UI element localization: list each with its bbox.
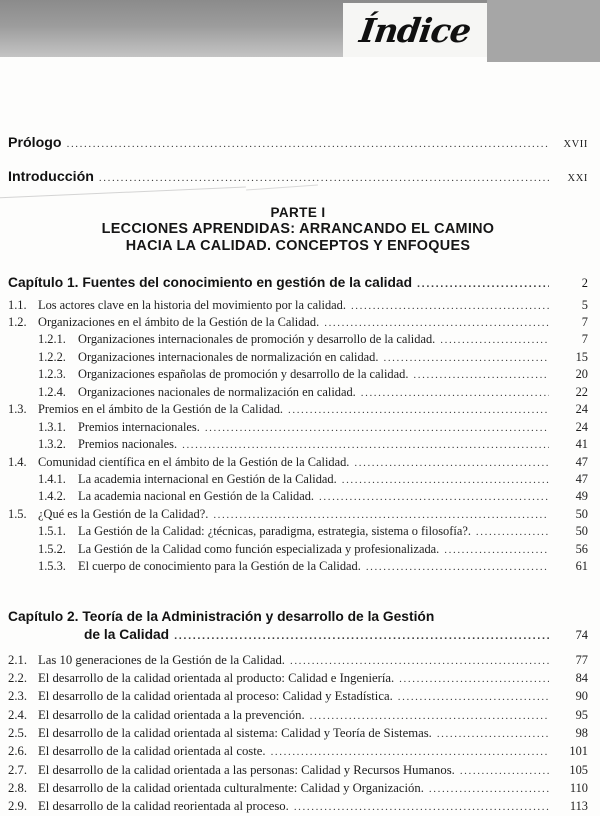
toc-entry <box>8 670 588 688</box>
dot-leader <box>294 798 549 816</box>
entry-number: 2.6. <box>8 744 28 759</box>
toc-entry <box>8 523 588 540</box>
entry-text: El desarrollo de la calidad orientada culturalmente: Calidad y Organización. <box>38 780 424 795</box>
page-number: 110 <box>569 780 588 795</box>
dot-leader <box>213 506 549 523</box>
entry-number: 1.4.2. <box>38 489 66 504</box>
entry-text: Organizaciones internacionales de promoción y desarrollo de la calidad. <box>78 332 436 347</box>
page-number: XVII <box>563 139 588 150</box>
page-number: 50 <box>575 524 588 539</box>
toc-entry <box>8 488 588 505</box>
page-number: 5 <box>581 297 588 312</box>
page-number: 95 <box>575 707 588 722</box>
entry-number: 1.4.1. <box>38 472 66 487</box>
page-number: 56 <box>575 541 588 556</box>
entry-text: Las 10 generaciones de la Gestión de la Calidad. <box>38 652 285 667</box>
dot-leader <box>398 688 549 706</box>
toc-entry <box>8 436 588 453</box>
dot-leader <box>361 384 549 401</box>
toc-entry <box>8 780 588 798</box>
dot-leader <box>271 743 549 761</box>
dot-leader <box>319 488 549 505</box>
dot-leader <box>99 168 549 187</box>
entry-text: El desarrollo de la calidad reorientada al proceso. <box>38 799 289 814</box>
toc-entry <box>8 743 588 761</box>
dot-leader <box>413 366 549 383</box>
entry-text: El desarrollo de la calidad orientada al producto: Calidad e Ingeniería. <box>38 671 395 686</box>
dot-leader <box>417 274 549 294</box>
entry-number: 1.5.2. <box>38 541 66 556</box>
dot-leader <box>205 419 549 436</box>
toc-entry <box>8 331 588 348</box>
toc-entry <box>8 725 588 743</box>
page-number: 101 <box>569 744 588 759</box>
page-number: 49 <box>575 489 588 504</box>
entry-text: ¿Qué es la Gestión de la Calidad?. <box>38 506 209 521</box>
chapter-heading <box>8 274 588 294</box>
entry-text: El desarrollo de la calidad orientada al coste. <box>38 744 266 759</box>
page-number: 24 <box>575 419 588 434</box>
page-number: XXI <box>567 173 588 184</box>
front-matter-row <box>8 134 588 154</box>
toc-entry <box>8 314 588 331</box>
page-number: 2 <box>581 276 588 290</box>
page-number: 113 <box>569 799 588 814</box>
dot-leader <box>310 707 549 725</box>
entry-text: Comunidad científica en el ámbito de la Gestión de la Calidad. <box>38 454 350 469</box>
entry-text: Organizaciones españolas de promoción y desarrollo de la calidad. <box>78 367 409 382</box>
dot-leader <box>354 454 549 471</box>
toc-entry <box>8 349 588 366</box>
dot-leader <box>351 297 549 314</box>
chapter-entries <box>8 297 588 576</box>
toc-entry <box>8 471 588 488</box>
entry-number: 2.2. <box>8 671 28 686</box>
dot-leader <box>324 314 549 331</box>
page-number: 47 <box>575 454 588 469</box>
dot-leader <box>174 626 549 646</box>
part-label: PARTE I <box>270 205 326 220</box>
toc-entry <box>8 454 588 471</box>
toc-entry <box>8 366 588 383</box>
page-title: Índice <box>357 10 473 50</box>
page-number: 41 <box>575 437 588 452</box>
entry-text: Organizaciones en el ámbito de la Gestión de la Calidad. <box>38 314 320 329</box>
dot-leader <box>444 541 549 558</box>
toc-entry <box>8 558 588 575</box>
toc-entry <box>8 541 588 558</box>
dot-leader <box>67 134 549 153</box>
entry-number: 1.2. <box>8 314 27 329</box>
dot-leader <box>440 331 549 348</box>
chapter-heading-continuation <box>8 626 588 646</box>
entry-number: 2.9. <box>8 799 28 814</box>
chapter-section <box>8 274 588 576</box>
toc-entry <box>8 401 588 418</box>
toc-entry <box>8 762 588 780</box>
chapter-heading <box>8 608 588 627</box>
page-number: 90 <box>575 689 588 704</box>
toc-entry <box>8 384 588 401</box>
chapter-title: Capítulo 1. Fuentes del conocimiento en gestión de la calidad <box>8 275 413 290</box>
toc-entry <box>8 652 588 670</box>
entry-text: Organizaciones internacionales de normalización en calidad. <box>78 349 379 364</box>
toc-entry <box>8 506 588 523</box>
entry-number: 1.3. <box>8 402 27 417</box>
page-number: 84 <box>575 671 588 686</box>
chapter-title: de la Calidad <box>84 627 170 643</box>
front-matter-label: Prólogo <box>8 135 62 151</box>
chapters <box>8 274 588 816</box>
part-heading <box>8 204 588 255</box>
chapter-entries <box>8 652 588 816</box>
toc-entry <box>8 688 588 706</box>
dot-leader <box>288 401 549 418</box>
page-number: 15 <box>575 349 588 364</box>
entry-number: 1.2.1. <box>38 332 66 347</box>
entry-text: El desarrollo de la calidad orientada a la prevención. <box>38 707 305 722</box>
part-subtitle-line2: HACIA LA CALIDAD. CONCEPTOS Y ENFOQUES <box>125 238 471 254</box>
toc-entry <box>8 707 588 725</box>
entry-text: Organizaciones nacionales de normalización en calidad. <box>78 384 356 399</box>
chapter-section <box>8 608 588 816</box>
page-number: 50 <box>575 506 588 521</box>
dot-leader <box>460 762 549 780</box>
dot-leader <box>383 349 549 366</box>
page-number: 98 <box>575 725 588 740</box>
page-number: 77 <box>575 652 588 667</box>
entry-number: 1.5.1. <box>38 524 66 539</box>
page-number: 74 <box>575 628 588 643</box>
entry-number: 2.8. <box>8 780 28 795</box>
dot-leader <box>182 436 549 453</box>
entry-number: 1.2.4. <box>38 384 66 399</box>
entry-number: 1.2.3. <box>38 367 66 382</box>
page-number: 105 <box>569 762 588 777</box>
page-number: 61 <box>575 559 588 574</box>
entry-text: El desarrollo de la calidad orientada a las personas: Calidad y Recursos Humanos. <box>38 762 455 777</box>
page-number: 47 <box>575 472 588 487</box>
entry-text: Premios en el ámbito de la Gestión de la Calidad. <box>38 402 283 417</box>
front-matter-row <box>8 168 588 188</box>
page-number: 24 <box>575 402 588 417</box>
entry-text: La Gestión de la Calidad como función especializada y profesionalizada. <box>78 541 440 556</box>
dot-leader <box>429 780 549 798</box>
entry-text: Premios nacionales. <box>78 437 178 452</box>
page-number: 22 <box>575 384 588 399</box>
chapter-title: Capítulo 2. Teoría de la Administración y desarrollo de la Gestión <box>8 608 435 624</box>
toc-entry <box>8 297 588 314</box>
entry-number: 2.1. <box>8 652 28 667</box>
dot-leader <box>366 558 549 575</box>
entry-number: 1.3.1. <box>38 419 66 434</box>
entry-text: El desarrollo de la calidad orientada al proceso: Calidad y Estadística. <box>38 689 393 704</box>
entry-text: Los actores clave en la historia del movimiento por la calidad. <box>38 297 346 312</box>
entry-number: 1.2.2. <box>38 349 66 364</box>
entry-text: La academia internacional en Gestión de la Calidad. <box>78 472 337 487</box>
entry-text: Premios internacionales. <box>78 419 200 434</box>
front-matter-label: Introducción <box>8 169 94 185</box>
entry-number: 1.3.2. <box>38 437 66 452</box>
page-number: 7 <box>581 332 588 347</box>
dot-leader <box>476 523 549 540</box>
entry-number: 2.3. <box>8 689 28 704</box>
page-number: 20 <box>575 367 588 382</box>
entry-text: El desarrollo de la calidad orientada al sistema: Calidad y Teoría de Sistemas. <box>38 725 432 740</box>
entry-number: 1.5.3. <box>38 559 66 574</box>
entry-text: El cuerpo de conocimiento para la Gestión de la Calidad. <box>78 559 361 574</box>
toc-entry <box>8 419 588 436</box>
entry-number: 2.4. <box>8 707 28 722</box>
dot-leader <box>399 670 549 688</box>
entry-text: La academia nacional en Gestión de la Calidad. <box>78 489 315 504</box>
entry-number: 2.5. <box>8 725 28 740</box>
page-number: 7 <box>581 314 588 329</box>
part-subtitle-line1: LECCIONES APRENDIDAS: ARRANCANDO EL CAMINO <box>101 221 495 237</box>
entry-text: La Gestión de la Calidad: ¿técnicas, paradigma, estrategia, sistema o filosofía?. <box>78 524 471 539</box>
dot-leader <box>342 471 549 488</box>
entry-number: 1.4. <box>8 454 27 469</box>
dot-leader <box>290 652 549 670</box>
dot-leader <box>437 725 549 743</box>
entry-number: 1.5. <box>8 506 27 521</box>
toc-entry <box>8 798 588 816</box>
entry-number: 2.7. <box>8 762 28 777</box>
entry-number: 1.1. <box>8 297 27 312</box>
